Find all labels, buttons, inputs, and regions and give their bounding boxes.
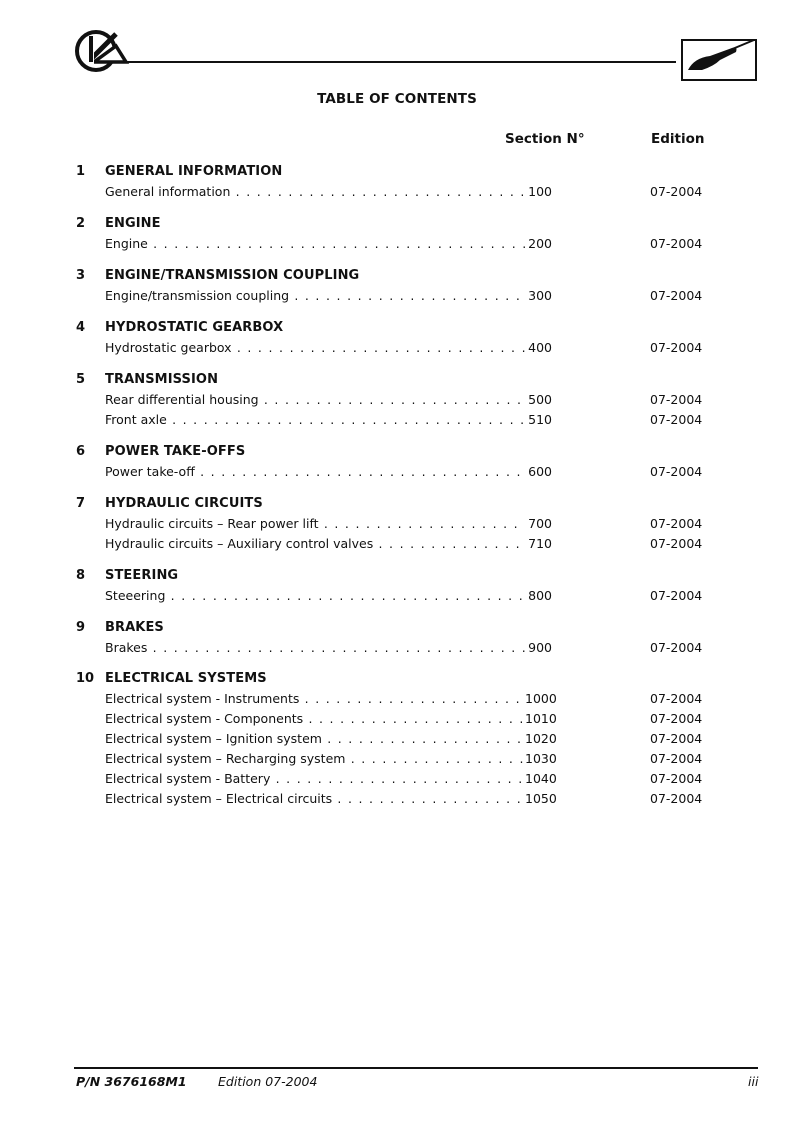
section-heading xyxy=(0,216,794,236)
entry-label: Electrical system – Ignition system . . . xyxy=(105,731,525,746)
toc-entry[interactable] xyxy=(0,236,794,256)
toc-section xyxy=(0,444,794,484)
entry-section-number: 1040 xyxy=(525,771,557,786)
toc-entry[interactable] xyxy=(0,791,794,811)
entry-label: Rear differential housing . . . xyxy=(105,392,525,407)
entry-edition: 07-2004 xyxy=(650,516,703,531)
toc-section xyxy=(0,620,794,660)
section-title: GENERAL INFORMATION xyxy=(105,164,283,179)
entry-section-number: 1020 xyxy=(525,731,557,746)
section-heading xyxy=(0,671,794,691)
entry-edition: 07-2004 xyxy=(650,536,703,551)
entry-label: Hydrostatic gearbox . . . xyxy=(105,340,525,355)
toc-section xyxy=(0,671,794,811)
section-heading xyxy=(0,568,794,588)
entry-edition: 07-2004 xyxy=(650,711,703,726)
section-number: 4 xyxy=(76,320,86,335)
toc-section xyxy=(0,268,794,308)
toc-entry[interactable] xyxy=(0,771,794,791)
section-heading xyxy=(0,372,794,392)
entry-section-number: 300 xyxy=(525,288,552,303)
section-title: TRANSMISSION xyxy=(105,372,219,387)
toc-section xyxy=(0,496,794,556)
toc-entry[interactable] xyxy=(0,288,794,308)
toc-section xyxy=(0,216,794,256)
section-number: 9 xyxy=(76,620,86,635)
entry-edition: 07-2004 xyxy=(650,640,703,655)
header-rule xyxy=(118,61,676,63)
section-number: 10 xyxy=(76,671,95,686)
entry-section-number: 800 xyxy=(525,588,552,603)
section-number: 1 xyxy=(76,164,86,179)
entry-section-number: 1050 xyxy=(525,791,557,806)
section-number: 7 xyxy=(76,496,86,511)
section-title: ELECTRICAL SYSTEMS xyxy=(105,671,267,686)
entry-label: Power take-off . . . xyxy=(105,464,525,479)
entry-section-number: 500 xyxy=(525,392,552,407)
toc-entry[interactable] xyxy=(0,392,794,412)
entry-section-number: 1000 xyxy=(525,691,557,706)
section-title: POWER TAKE-OFFS xyxy=(105,444,246,459)
section-heading xyxy=(0,444,794,464)
entry-label: Brakes . . . xyxy=(105,640,525,655)
toc-entry[interactable] xyxy=(0,536,794,556)
page-title: TABLE OF CONTENTS xyxy=(317,91,477,107)
entry-edition: 07-2004 xyxy=(650,588,703,603)
section-heading xyxy=(0,268,794,288)
entry-label: Engine/transmission coupling . . . xyxy=(105,288,525,303)
entry-label: Front axle . . . xyxy=(105,412,525,427)
toc-entry[interactable] xyxy=(0,731,794,751)
section-heading xyxy=(0,320,794,340)
toc-section xyxy=(0,372,794,432)
entry-edition: 07-2004 xyxy=(650,288,703,303)
entry-label: Electrical system - Battery . . . xyxy=(105,771,525,786)
entry-label: Hydraulic circuits – Auxiliary control valves . . . xyxy=(105,536,525,551)
section-number: 2 xyxy=(76,216,86,231)
entry-section-number: 400 xyxy=(525,340,552,355)
section-title: ENGINE xyxy=(105,216,161,231)
entry-edition: 07-2004 xyxy=(650,184,703,199)
entry-edition: 07-2004 xyxy=(650,751,703,766)
toc-entry[interactable] xyxy=(0,691,794,711)
toc-section xyxy=(0,164,794,204)
section-number: 6 xyxy=(76,444,86,459)
toc-entry[interactable] xyxy=(0,588,794,608)
toc-entry[interactable] xyxy=(0,516,794,536)
entry-section-number: 100 xyxy=(525,184,552,199)
column-header-edition: Edition xyxy=(651,131,705,147)
entry-edition: 07-2004 xyxy=(650,791,703,806)
toc-entry[interactable] xyxy=(0,184,794,204)
entry-label: Electrical system - Components . . . xyxy=(105,711,525,726)
toc-entry[interactable] xyxy=(0,751,794,771)
column-header-section: Section N° xyxy=(505,131,585,147)
section-heading xyxy=(0,620,794,640)
entry-section-number: 710 xyxy=(525,536,552,551)
entry-section-number: 600 xyxy=(525,464,552,479)
entry-label: Steeering . . . xyxy=(105,588,525,603)
entry-section-number: 200 xyxy=(525,236,552,251)
footer-page-number: iii xyxy=(748,1074,759,1089)
toc-section xyxy=(0,320,794,360)
toc-entry[interactable] xyxy=(0,340,794,360)
entry-edition: 07-2004 xyxy=(650,392,703,407)
entry-section-number: 1010 xyxy=(525,711,557,726)
section-title: STEERING xyxy=(105,568,179,583)
entry-label: Electrical system - Instruments . . . xyxy=(105,691,525,706)
entry-edition: 07-2004 xyxy=(650,236,703,251)
section-title: BRAKES xyxy=(105,620,164,635)
toc-entry[interactable] xyxy=(0,640,794,660)
entry-label: Engine . . . xyxy=(105,236,525,251)
footer-rule xyxy=(74,1067,758,1069)
manual-hand-pointer-icon xyxy=(680,36,758,82)
entry-edition: 07-2004 xyxy=(650,412,703,427)
entry-section-number: 900 xyxy=(525,640,552,655)
entry-label: Hydraulic circuits – Rear power lift . . . xyxy=(105,516,525,531)
entry-edition: 07-2004 xyxy=(650,691,703,706)
section-title: HYDRAULIC CIRCUITS xyxy=(105,496,263,511)
brand-logo-icon xyxy=(74,28,130,74)
entry-section-number: 1030 xyxy=(525,751,557,766)
entry-edition: 07-2004 xyxy=(650,731,703,746)
entry-edition: 07-2004 xyxy=(650,340,703,355)
section-heading xyxy=(0,164,794,184)
section-title: HYDROSTATIC GEARBOX xyxy=(105,320,284,335)
section-title: ENGINE/TRANSMISSION COUPLING xyxy=(105,268,360,283)
entry-label: Electrical system – Recharging system . . . xyxy=(105,751,525,766)
toc-entry[interactable] xyxy=(0,412,794,432)
toc-entry[interactable] xyxy=(0,711,794,731)
toc-entry[interactable] xyxy=(0,464,794,484)
entry-edition: 07-2004 xyxy=(650,771,703,786)
footer-edition: Edition 07-2004 xyxy=(218,1074,318,1089)
section-number: 5 xyxy=(76,372,86,387)
entry-edition: 07-2004 xyxy=(650,464,703,479)
section-number: 3 xyxy=(76,268,86,283)
section-heading xyxy=(0,496,794,516)
footer-part-number: P/N 3676168M1 xyxy=(76,1074,187,1089)
entry-section-number: 510 xyxy=(525,412,552,427)
entry-section-number: 700 xyxy=(525,516,552,531)
entry-label: Electrical system – Electrical circuits . . . xyxy=(105,791,525,806)
section-number: 8 xyxy=(76,568,86,583)
entry-label: General information . . . xyxy=(105,184,525,199)
toc-section xyxy=(0,568,794,608)
